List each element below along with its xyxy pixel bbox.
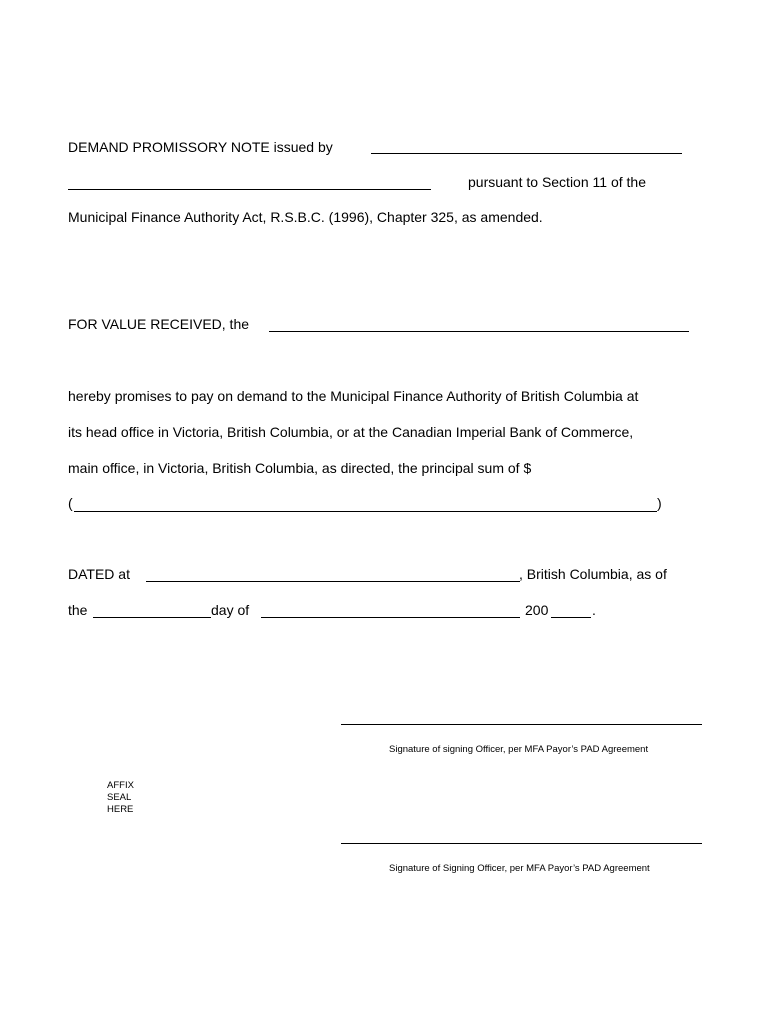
dated-the-label: the [68, 602, 88, 618]
dated-label: DATED at [68, 566, 130, 582]
issuer-name-field-line[interactable] [371, 153, 682, 154]
month-field-line[interactable] [261, 617, 520, 618]
year-field-line[interactable] [551, 617, 591, 618]
year-end-period: . [592, 602, 596, 618]
year-prefix-label: 200 [525, 602, 549, 618]
value-received-label: FOR VALUE RECEIVED, the [68, 316, 250, 332]
promise-text-line-1: hereby promises to pay on demand to the Municipal Finance Authority of British Columbia at [68, 388, 639, 404]
second-signature-caption: Signature of Signing Officer, per MFA Payor’s PAD Agreement [389, 863, 650, 874]
promise-text-line-3: main office, in Victoria, British Columbia, as directed, the principal sum of $ [68, 460, 532, 476]
dated-province-text: , British Columbia, as of [519, 566, 667, 582]
affix-seal-note [107, 780, 134, 816]
principal-sum-field-line[interactable] [74, 511, 657, 512]
day-of-label: day of [211, 602, 250, 618]
principal-close-paren: ) [657, 495, 662, 511]
day-field-line[interactable] [93, 617, 211, 618]
first-signature-line[interactable] [341, 724, 702, 725]
municipality-field-line[interactable] [269, 331, 689, 332]
seal-line-3: HERE [107, 804, 134, 815]
issuer-label: DEMAND PROMISSORY NOTE issued by [68, 139, 333, 155]
promise-text-line-2: its head office in Victoria, British Columbia, or at the Canadian Imperial Bank of Commerce, [68, 424, 634, 440]
seal-line-1: AFFIX [107, 780, 134, 791]
act-reference-text: Municipal Finance Authority Act, R.S.B.C. (1996), Chapter 325, as amended. [68, 209, 543, 225]
issuer-name-continued-field-line[interactable] [68, 189, 431, 190]
second-signature-line[interactable] [341, 843, 702, 844]
principal-open-paren: ( [68, 495, 73, 511]
pursuant-text: pursuant to Section 11 of the [468, 174, 646, 190]
first-signature-caption: Signature of signing Officer, per MFA Payor’s PAD Agreement [389, 744, 649, 755]
dated-place-field-line[interactable] [146, 581, 520, 582]
seal-line-2: SEAL [107, 792, 132, 803]
